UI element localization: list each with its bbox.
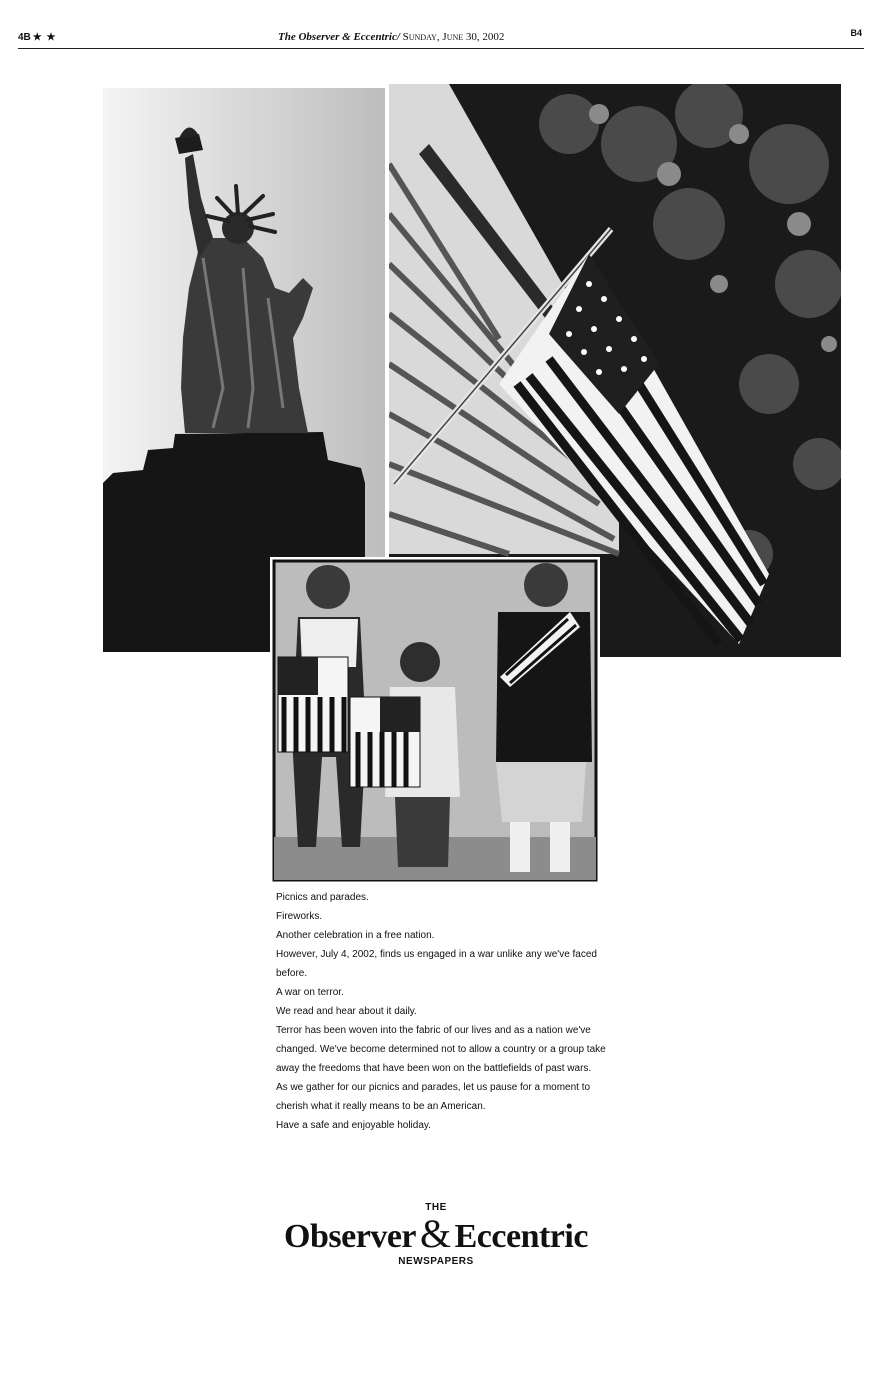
- body-paragraph: A war on terror.: [276, 987, 344, 998]
- logo-name-right: Eccentric: [454, 1218, 588, 1255]
- logo-wordmark: [200, 1213, 672, 1258]
- logo-newspapers: NEWSPAPERS: [398, 1256, 474, 1267]
- publication-name: The Observer & Eccentric/: [278, 31, 400, 43]
- page-number: [18, 32, 57, 43]
- edition-stars: ★ ★: [32, 32, 57, 43]
- logo-ampersand: &: [420, 1211, 451, 1256]
- body-paragraph: However, July 4, 2002, finds us engaged in a war unlike any we've faced before.: [276, 949, 597, 979]
- body-paragraph: Terror has been woven into the fabric of our lives and as a nation we've changed. We've become determined not to allow a country or a group take away the freedoms that have been won on the battlefields of past wars.: [276, 1025, 606, 1074]
- logo-the: THE: [425, 1202, 447, 1213]
- body-paragraph: Have a safe and enjoyable holiday.: [276, 1120, 431, 1131]
- ad-body-copy: [276, 888, 606, 1135]
- section-code: B4: [850, 28, 862, 38]
- running-masthead: [278, 31, 504, 43]
- children-with-flags-photo: [270, 557, 600, 884]
- logo-name-left: Observer: [284, 1218, 416, 1255]
- observer-eccentric-logo: [200, 1202, 672, 1267]
- body-paragraph: Another celebration in a free nation.: [276, 930, 435, 941]
- body-paragraph: As we gather for our picnics and parades, let us pause for a moment to cherish what it really means to be an American.: [276, 1082, 591, 1112]
- issue-date: Sunday, June 30, 2002: [402, 31, 505, 43]
- header-rule: [18, 48, 864, 49]
- page-header: [0, 0, 872, 56]
- page-number-text: 4B: [18, 32, 31, 43]
- body-paragraph: Fireworks.: [276, 911, 323, 922]
- body-paragraph: We read and hear about it daily.: [276, 1006, 417, 1017]
- body-paragraph: Picnics and parades.: [276, 892, 369, 903]
